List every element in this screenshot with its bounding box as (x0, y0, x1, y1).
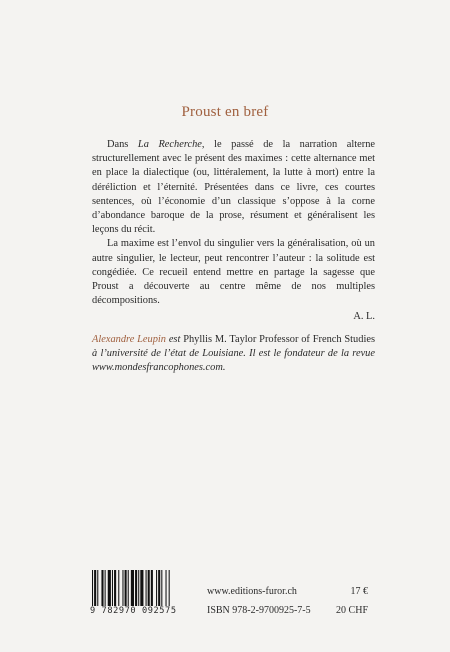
author-bio (92, 333, 375, 376)
blurb (92, 138, 375, 325)
barcode-bar (108, 570, 111, 606)
isbn: ISBN 978-2-9700925-7-5 (207, 605, 311, 616)
barcode-bar (161, 570, 162, 606)
publisher-website: www.editions-furor.ch (207, 586, 297, 597)
barcode-bar (148, 570, 150, 606)
barcode-bar (128, 570, 129, 606)
signature: A. L. (353, 311, 375, 323)
barcode-bar (118, 570, 119, 606)
author-position: Phyllis M. Taylor Professor of French Studies (183, 334, 375, 345)
price-eur: 17 € (350, 586, 368, 597)
author-affiliation: à l’université de l’état de Louisiane. Il est le fondateur de la revue www.mondesfrancophones.com. (92, 348, 375, 374)
blurb-paragraph-1-text: , le passé de la narration alterne structurellement avec le présent des maximes : cette alternance met en place la dialectique (ou, littéralement, la lutte à mort) entre la déréliction et l’éternité. Présentées dans ce livre, ces courtes sentences, où l’économie d’un classique s’oppose à la corne d’abondance baroque de la prose, résument et généralisent les leçons du récit. (92, 139, 375, 236)
blurb-paragraph-1 (92, 138, 375, 237)
barcode (90, 570, 196, 626)
barcode-bar (105, 570, 106, 606)
barcode-bar (166, 570, 167, 606)
barcode-bar (131, 570, 134, 606)
barcode-bar (156, 570, 157, 606)
barcode-bar (138, 570, 139, 606)
blurb-intro: Dans (107, 139, 138, 150)
barcode-bar (151, 570, 153, 606)
author-name: Alexandre Leupin (92, 334, 166, 345)
barcode-bar (125, 570, 127, 606)
barcode-bar (158, 570, 160, 606)
barcode-bar (101, 570, 103, 606)
barcode-bar (94, 570, 96, 606)
barcode-bar (92, 570, 93, 606)
price-chf: 20 CHF (336, 605, 368, 616)
blurb-paragraph-2: La maxime est l’envol du singulier vers la généralisation, où un autre singulier, le lecteur, peut rencontrer l’auteur : la solitude est congédiée. Ce recueil entend mettre en partage la sagesse que Proust a découverte au centre même de nos multiples décompositions. (92, 238, 375, 307)
barcode-bar (112, 570, 113, 606)
book-title: Proust en bref (181, 104, 269, 120)
bio-est: est (166, 334, 184, 345)
barcode-bar (146, 570, 147, 606)
barcode-bar (135, 570, 137, 606)
work-title: La Recherche (137, 139, 202, 150)
barcode-bar (169, 570, 170, 606)
barcode-bar (114, 570, 116, 606)
barcode-digits: 9 782970 092575 (90, 606, 177, 616)
barcode-bar (122, 570, 123, 606)
barcode-bars (90, 570, 196, 606)
barcode-bar (140, 570, 143, 606)
barcode-bar (97, 570, 98, 606)
